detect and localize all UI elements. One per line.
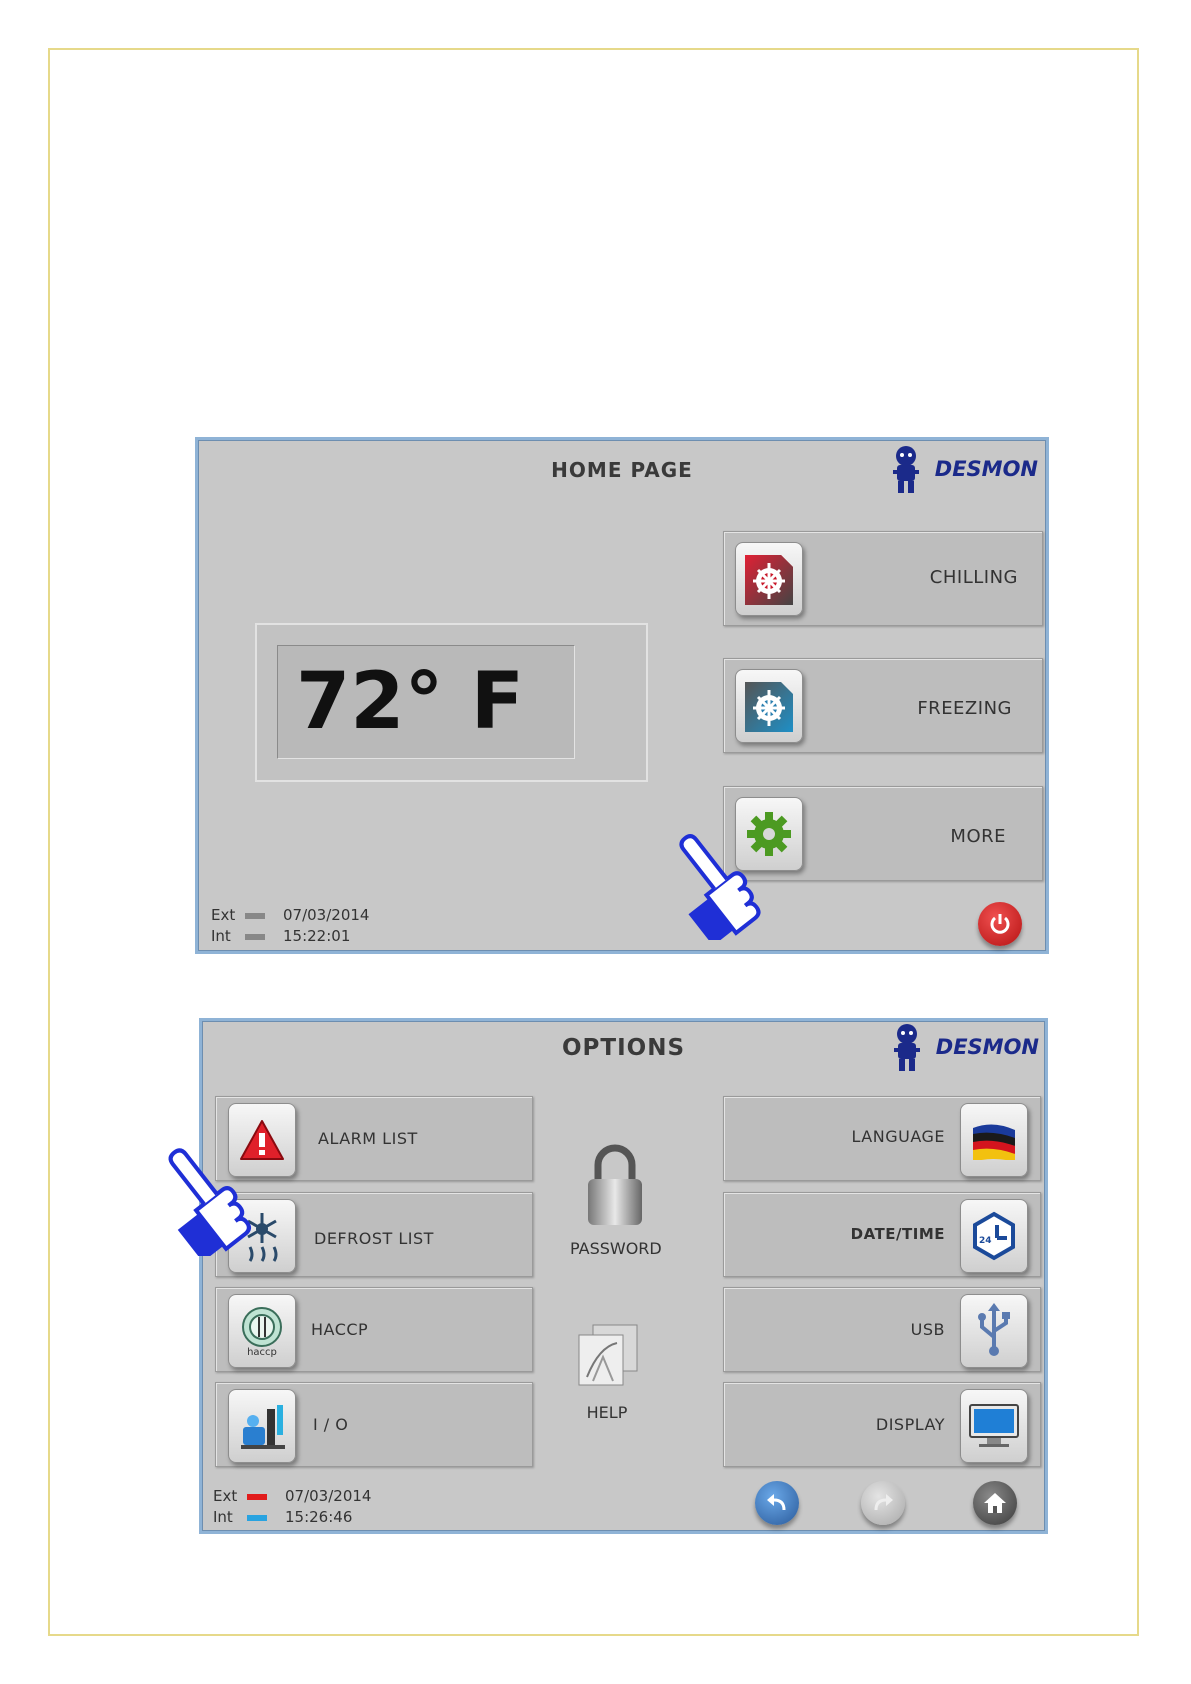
ext-label: Ext: [213, 1487, 238, 1505]
back-arrow-icon: [764, 1490, 790, 1516]
home-button[interactable]: [973, 1481, 1017, 1525]
mascot-logo-icon: [885, 443, 927, 495]
back-button[interactable]: [755, 1481, 799, 1525]
password-button[interactable]: [570, 1141, 660, 1258]
temperature-readout: [277, 645, 575, 759]
brand-name: DESMON: [934, 457, 1038, 481]
brand-logo: [886, 1021, 1039, 1073]
status-date: 07/03/2014: [283, 906, 370, 924]
int-indicator: [247, 1515, 267, 1521]
status-time: 15:26:46: [285, 1508, 353, 1526]
chilling-label: CHILLING: [929, 567, 1018, 588]
date-time-label: DATE/TIME: [850, 1225, 945, 1243]
help-label: HELP: [586, 1403, 628, 1422]
pointing-hand-icon: [672, 818, 792, 940]
page-title: HOME PAGE: [551, 458, 693, 482]
power-icon: [987, 911, 1013, 937]
options-screen: [199, 1018, 1048, 1534]
status-bar: [211, 905, 369, 947]
temperature-panel: [255, 623, 648, 782]
haccp-button[interactable]: [215, 1287, 533, 1372]
int-indicator: [245, 934, 265, 940]
forward-button[interactable]: [861, 1481, 905, 1525]
home-icon: [982, 1490, 1008, 1516]
status-time: 15:22:01: [283, 927, 351, 945]
display-button[interactable]: [723, 1382, 1041, 1467]
int-label: Int: [211, 927, 231, 945]
padlock-icon: [580, 1141, 650, 1233]
password-label: PASSWORD: [570, 1239, 662, 1258]
ext-indicator: [247, 1494, 267, 1500]
chilling-icon: [735, 542, 803, 616]
io-button[interactable]: [215, 1382, 533, 1467]
display-label: DISPLAY: [875, 1415, 945, 1434]
haccp-icon: [228, 1294, 296, 1368]
monitor-icon: [960, 1389, 1028, 1463]
io-icon: [228, 1389, 296, 1463]
options-title: OPTIONS: [561, 1035, 686, 1061]
freezing-icon: [735, 669, 803, 743]
help-document-icon: [567, 1321, 647, 1397]
clock-icon: [960, 1199, 1028, 1273]
status-bar: [213, 1486, 371, 1528]
freezing-button[interactable]: [723, 658, 1043, 753]
date-time-button[interactable]: [723, 1192, 1041, 1277]
brand-name: DESMON: [935, 1035, 1039, 1059]
freezing-label: FREEZING: [917, 698, 1012, 719]
language-button[interactable]: [723, 1096, 1041, 1181]
brand-logo: [885, 443, 1038, 495]
ext-indicator: [245, 913, 265, 919]
power-button[interactable]: [978, 902, 1022, 946]
haccp-label: HACCP: [311, 1320, 369, 1339]
pointing-hand-icon: [160, 1132, 284, 1256]
usb-label: USB: [910, 1320, 945, 1339]
ext-label: Ext: [211, 906, 236, 924]
help-button[interactable]: [557, 1321, 657, 1422]
more-label: MORE: [950, 826, 1006, 847]
forward-arrow-icon: [870, 1490, 896, 1516]
status-date: 07/03/2014: [285, 1487, 372, 1505]
alarm-list-label: ALARM LIST: [318, 1129, 418, 1148]
usb-button[interactable]: [723, 1287, 1041, 1372]
language-label: LANGUAGE: [851, 1127, 945, 1146]
usb-icon: [960, 1294, 1028, 1368]
io-label: I / O: [313, 1415, 349, 1434]
temperature-value: 72° F: [296, 657, 524, 747]
defrost-list-label: DEFROST LIST: [314, 1229, 434, 1248]
clock-icon-text: 24: [979, 1236, 992, 1246]
haccp-icon-text: haccp: [247, 1346, 277, 1358]
mascot-logo-icon: [886, 1021, 928, 1073]
int-label: Int: [213, 1508, 233, 1526]
chilling-button[interactable]: [723, 531, 1043, 626]
flag-icon: [960, 1103, 1028, 1177]
home-page-screen: [195, 437, 1049, 954]
